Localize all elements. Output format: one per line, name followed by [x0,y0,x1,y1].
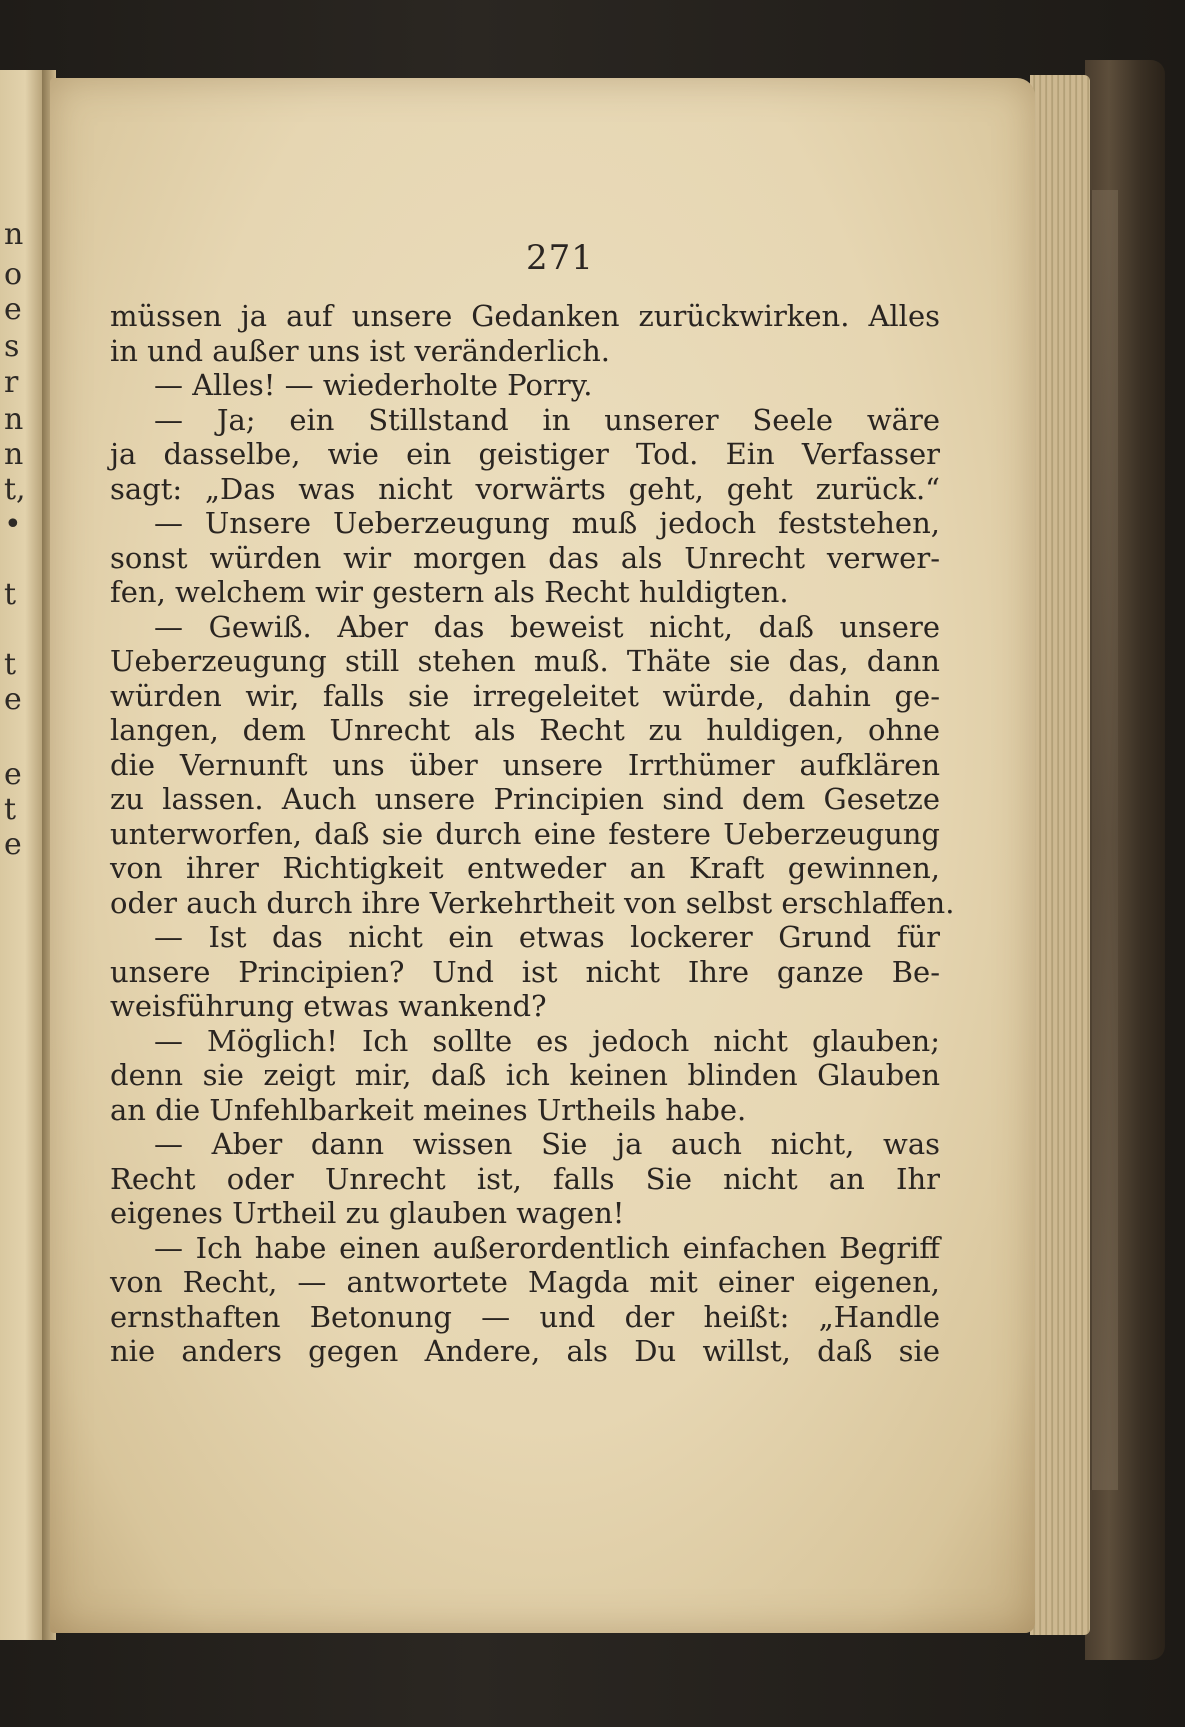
text-line: fen, welchem wir gestern als Recht huldigten. [110,575,789,609]
previous-page-letter: t [4,792,17,827]
text-line: — Unsere Ueberzeugung muß jedoch feststehen, [154,506,940,540]
text-line: ja dasselbe, wie ein geistiger Tod. Ein Verfasser [110,437,940,471]
text-line: von ihrer Richtigkeit entweder an Kraft gewinnen, [110,851,940,885]
text-line: sagt: „Das was nicht vorwärts geht, geht zurück.“ [110,471,940,506]
text-line: würden wir, falls sie irregeleitet würde, dahin ge- [110,678,940,713]
previous-page-letter: t, [4,472,26,507]
cover-wear [1092,190,1118,1490]
previous-page-letter: e [4,292,22,327]
previous-page-letter: n [4,217,24,252]
text-line: unterworfen, daß sie durch eine festere Ueberzeugung [110,816,940,851]
previous-page-letter: t [4,647,17,682]
text-line: eigenes Urtheil zu glauben wagen! [110,1196,625,1230]
text-line: Recht oder Unrecht ist, falls Sie nicht an Ihr [110,1161,940,1196]
text-line: weisführung etwas wankend? [110,989,547,1023]
previous-page-letter: o [4,257,23,292]
text-line: müssen ja auf unsere Gedanken zurückwirken. Alles [110,299,940,333]
text-line: die Vernunft uns über unsere Irrthümer aufklären [110,747,940,782]
text-line: langen, dem Unrecht als Recht zu huldigen, ohne [110,713,940,747]
text-line: — Aber dann wissen Sie ja auch nicht, was [154,1127,940,1161]
page-number: 271 [526,238,594,278]
text-line: — Gewiß. Aber das beweist nicht, daß unsere [154,609,940,644]
text-line: von Recht, — antwortete Magda mit einer eigenen, [110,1265,940,1299]
previous-page-letter: r [4,365,19,400]
book-page [50,78,1035,1633]
text-line: ernsthaften Betonung — und der heißt: „Handle [110,1299,940,1334]
page-text [110,298,955,1528]
text-line: nie anders gegen Andere, als Du willst, daß sie [110,1334,940,1368]
previous-page-letter: s [4,329,20,364]
text-line: — Ist das nicht ein etwas lockerer Grund für [154,920,940,954]
text-line: sonst würden wir morgen das als Unrecht verwer- [110,540,940,575]
previous-page-letter: e [4,827,22,862]
previous-page-letter: t [4,577,17,612]
page-edges [1030,75,1090,1635]
text-line: in und außer uns ist veränderlich. [110,333,611,368]
previous-page-letter: n [4,402,24,437]
text-line: zu lassen. Auch unsere Principien sind dem Gesetze [110,782,940,816]
previous-page-letter: e [4,682,22,717]
text-line: — Alles! — wiederholte Porry. [154,368,593,402]
previous-page-letter: n [4,437,24,472]
text-line: — Ja; ein Stillstand in unserer Seele wäre [154,402,940,437]
text-line: oder auch durch ihre Verkehrtheit von selbst erschlaffen. [110,885,955,920]
text-line: unsere Principien? Und ist nicht Ihre ganze Be- [110,954,940,989]
text-line: Ueberzeugung still stehen muß. Thäte sie das, dann [110,644,940,678]
text-line: denn sie zeigt mir, daß ich keinen blinden Glauben [110,1058,940,1092]
previous-page-edge [0,70,44,1640]
previous-page-letter: • [4,507,22,542]
text-line: — Ich habe einen außerordentlich einfachen Begriff [154,1230,940,1265]
previous-page-letter: e [4,757,22,792]
text-line: — Möglich! Ich sollte es jedoch nicht glauben; [154,1023,940,1058]
text-line: an die Unfehlbarkeit meines Urtheils habe. [110,1092,747,1127]
